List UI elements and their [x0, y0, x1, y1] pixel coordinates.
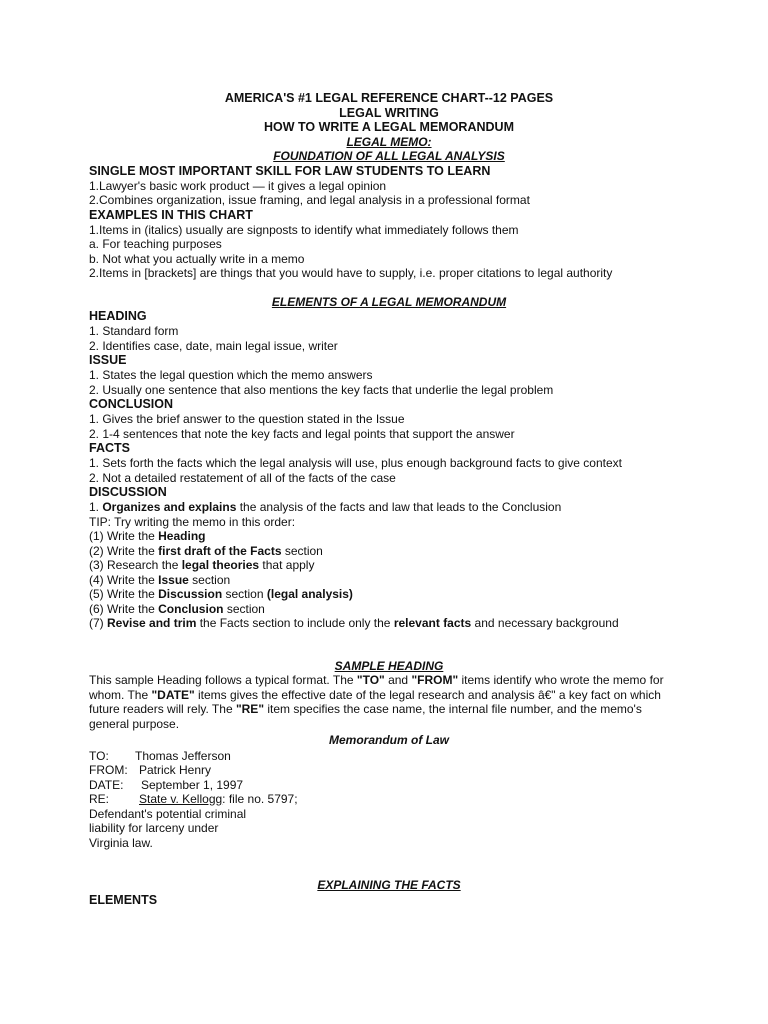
text-run-bold: "DATE" [151, 687, 195, 702]
discussion-step [89, 573, 689, 588]
memo-to-value: Thomas Jefferson [135, 748, 231, 763]
elements-title: ELEMENTS OF A LEGAL MEMORANDUM [271, 294, 507, 309]
text-run: items gives the effective date of the legal research and analysis â€" a key fact on which future readers will rely. The [89, 687, 661, 716]
memo-from-value: Patrick Henry [139, 763, 212, 777]
text-run-bold: "TO" [356, 673, 385, 687]
memo-title: Memorandum of Law [328, 733, 449, 747]
examples-item: 2.Items in [brackets] are things that you would have to supply, i.e. proper citations to legal authority [89, 266, 613, 280]
text-run: section [188, 572, 231, 587]
memo-date-value: September 1, 1997 [141, 777, 244, 792]
text-run: (7) [89, 616, 107, 630]
text-run-bold: "RE" [235, 702, 265, 716]
discussion-step [89, 544, 689, 559]
memo-re-label: RE: [89, 792, 110, 806]
doc-title-3: HOW TO WRITE A LEGAL MEMORANDUM [264, 120, 514, 134]
memo-re-line: Virginia law. [89, 835, 153, 850]
doc-title-2: LEGAL WRITING [339, 105, 439, 120]
memo-from-label: FROM: [89, 763, 128, 777]
text-run-bold: Heading [158, 529, 206, 543]
elements-subheading: ELEMENTS [89, 892, 158, 907]
issue-item: 1. States the legal question which the memo answers [89, 368, 373, 382]
text-run: and [384, 673, 412, 687]
text-run-bold: Issue [158, 572, 189, 587]
text-run: 1. [89, 500, 103, 514]
memo-re-line: Defendant's potential criminal [89, 806, 247, 821]
sample-heading-title: SAMPLE HEADING [334, 658, 444, 673]
text-run-bold: legal theories [181, 558, 260, 572]
heading-item: 1. Standard form [89, 324, 179, 338]
heading-item: 2. Identifies case, date, main legal issue, writer [89, 338, 338, 353]
discussion-tip: TIP: Try writing the memo in this order: [89, 514, 296, 529]
text-run: the Facts section to include only the [196, 616, 394, 630]
text-run-bold: Organizes and explains [102, 500, 237, 514]
conclusion-label: CONCLUSION [89, 397, 174, 411]
issue-label: ISSUE [89, 353, 127, 367]
facts-item: 2. Not a detailed restatement of all of the facts of the case [89, 470, 396, 485]
intro-item: 2.Combines organization, issue framing, and legal analysis in a professional format [89, 193, 530, 207]
document-content [89, 91, 689, 908]
memo-to-label: TO: [89, 748, 109, 763]
memo-date-label: DATE: [89, 777, 124, 792]
text-run-bold: "FROM" [411, 673, 459, 687]
examples-item: a. For teaching purposes [89, 237, 222, 251]
intro-heading: SINGLE MOST IMPORTANT SKILL FOR LAW STUDENTS TO LEARN [89, 163, 491, 178]
text-run: This sample Heading follows a typical format. The [89, 673, 357, 687]
text-run: item specifies the case name, the internal file number, and the memo's general purpose. [89, 702, 642, 731]
conclusion-item: 2. 1-4 sentences that note the key facts and legal points that support the answer [89, 426, 515, 441]
issue-item: 2. Usually one sentence that also mentions the key facts that underlie the legal problem [89, 382, 554, 397]
text-run-bold: Conclusion [158, 601, 224, 616]
sample-heading-paragraph [89, 673, 669, 731]
memo-date-row [89, 778, 689, 793]
memo-re-row [89, 792, 689, 807]
text-run: section [222, 587, 267, 601]
text-run: that apply [259, 558, 315, 572]
explaining-facts-title: EXPLAINING THE FACTS [317, 878, 461, 892]
text-run: (6) Write the [89, 601, 159, 616]
facts-item: 1. Sets forth the facts which the legal analysis will use, plus enough background facts to give context [89, 456, 622, 470]
discussion-step [89, 529, 689, 544]
text-run-bold: relevant facts [393, 616, 472, 630]
text-run: (2) Write the [89, 543, 159, 558]
examples-item: b. Not what you actually write in a memo [89, 251, 305, 266]
text-run: items identify who wrote the memo for whom. The [89, 673, 664, 702]
text-run: section [223, 601, 265, 616]
examples-heading: EXAMPLES IN THIS CHART [89, 207, 253, 222]
doc-title-1: AMERICA'S #1 LEGAL REFERENCE CHART--12 PAGES [224, 91, 554, 105]
conclusion-item: 1. Gives the brief answer to the question stated in the Issue [89, 412, 405, 426]
text-run: and necessary background [471, 616, 619, 630]
facts-label: FACTS [89, 441, 130, 455]
intro-item: 1.Lawyer's basic work product — it gives a legal opinion [89, 178, 387, 193]
text-run-bold: Discussion [158, 587, 223, 601]
discussion-step [89, 587, 689, 602]
discussion-step [89, 616, 689, 631]
discussion-item [89, 500, 689, 515]
memo-to-row [89, 749, 689, 764]
text-run-bold: (legal analysis) [266, 587, 353, 601]
text-run: (3) Research the [89, 558, 182, 572]
doc-title-4: LEGAL MEMO: [346, 134, 432, 149]
heading-label: HEADING [89, 309, 147, 323]
text-run-bold: Revise and trim [107, 616, 197, 630]
memo-re-rest: : file no. 5797; [222, 792, 298, 806]
text-run: (5) Write the [89, 587, 159, 601]
memo-re-line: liability for larceny under [89, 821, 219, 835]
text-run: the analysis of the facts and law that leads to the Conclusion [236, 500, 562, 514]
text-run-bold: first draft of the Facts [158, 543, 282, 558]
text-run: (4) Write the [89, 572, 159, 587]
text-run: section [281, 543, 323, 558]
memo-re-case: State v. Kellogg [139, 792, 223, 806]
discussion-step [89, 558, 689, 573]
doc-title-5: FOUNDATION OF ALL LEGAL ANALYSIS [273, 149, 505, 163]
text-run: (1) Write the [89, 529, 159, 543]
examples-item: 1.Items in (italics) usually are signposts to identify what immediately follows them [89, 222, 519, 237]
discussion-label: DISCUSSION [89, 485, 167, 499]
discussion-step [89, 602, 689, 617]
memo-from-row [89, 763, 689, 778]
